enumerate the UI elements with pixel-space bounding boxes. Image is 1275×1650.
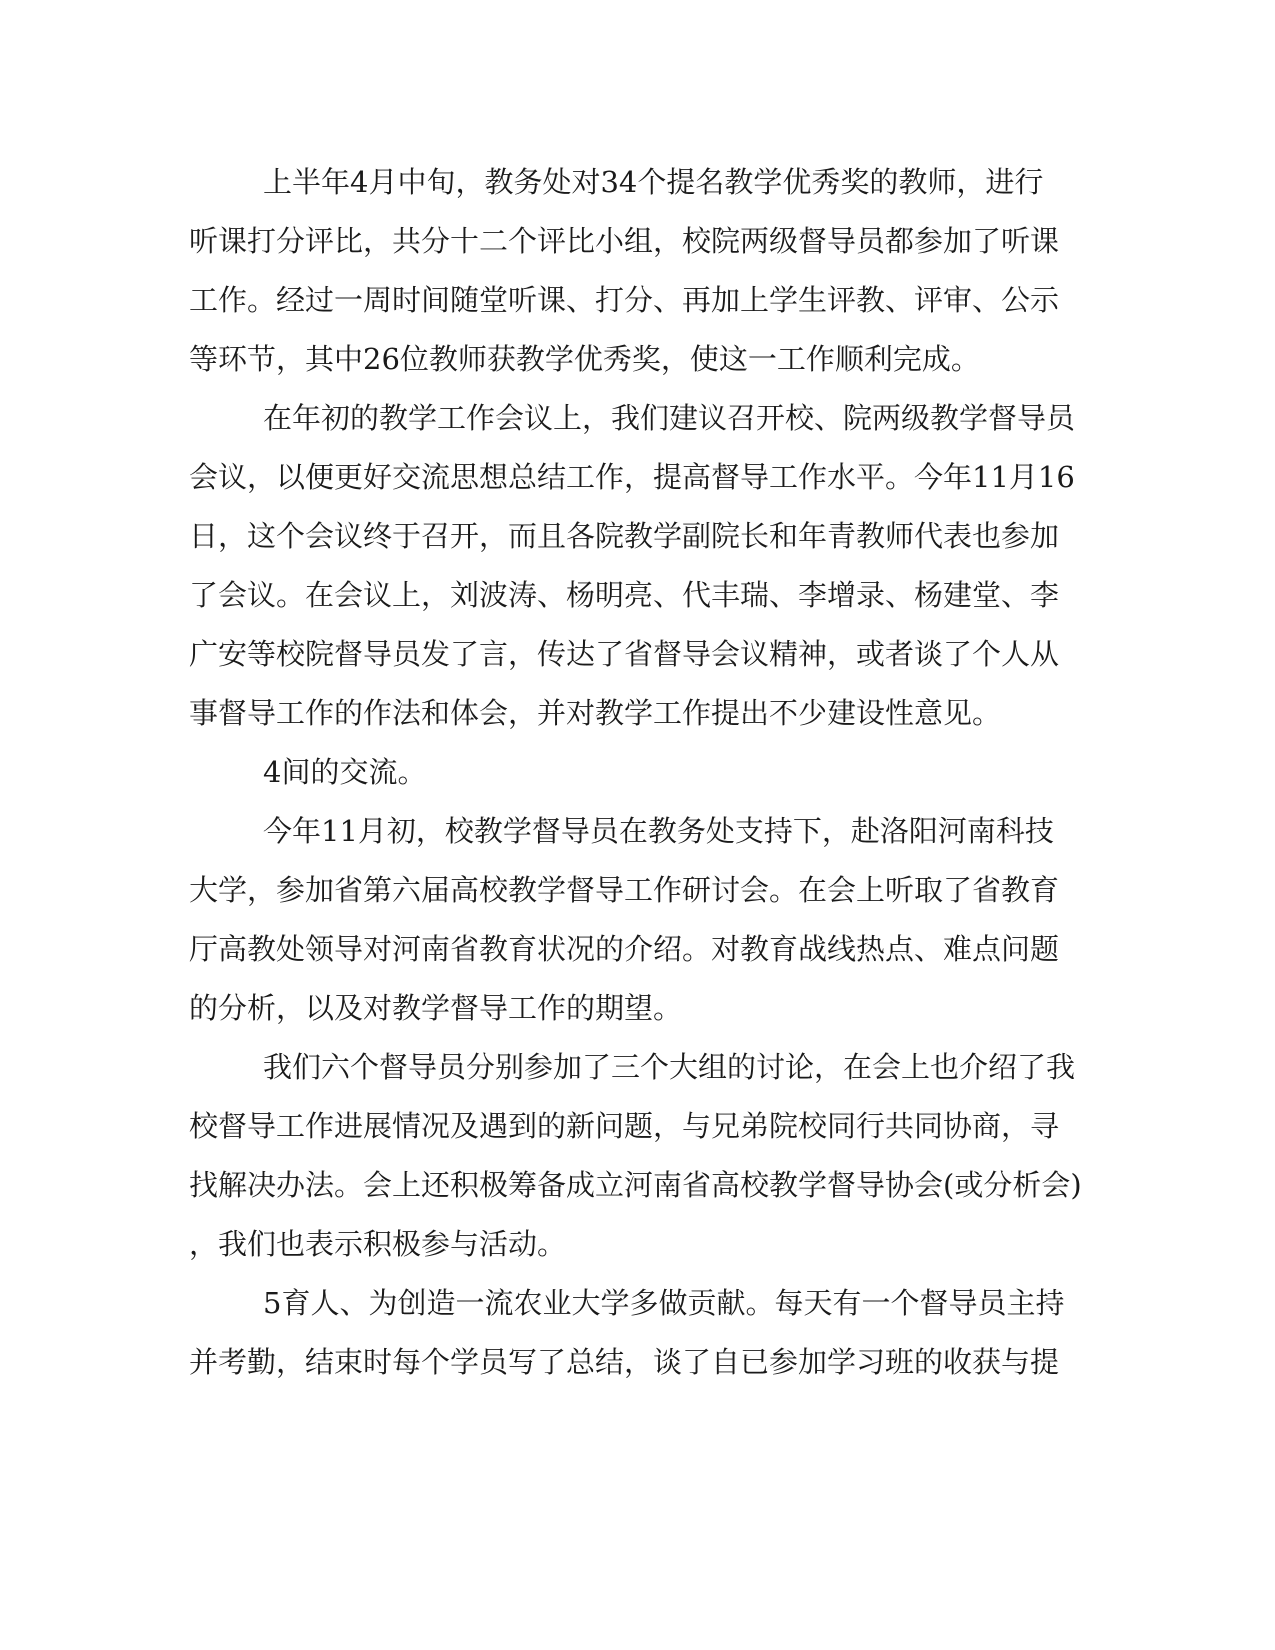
text-line: 今年11月初，校教学督导员在教务处支持下，赴洛阳河南科技 <box>263 814 1054 848</box>
text-line: 校督导工作进展情况及遇到的新问题，与兄弟院校同行共同协商，寻 <box>189 1109 1060 1143</box>
text-line: 我们六个督导员分别参加了三个大组的讨论，在会上也介绍了我 <box>263 1050 1076 1084</box>
text-line: 4间的交流。 <box>263 755 427 789</box>
text-line: 广安等校院督导员发了言，传达了省督导会议精神，或者谈了个人从 <box>189 637 1060 671</box>
text-line: 5育人、为创造一流农业大学多做贡献。每天有一个督导员主持 <box>263 1286 1065 1320</box>
text-line: 并考勤，结束时每个学员写了总结，谈了自已参加学习班的收获与提 <box>189 1345 1060 1379</box>
text-line: 听课打分评比，共分十二个评比小组，校院两级督导员都参加了听课 <box>189 224 1060 258</box>
text-line: 大学，参加省第六届高校教学督导工作研讨会。在会上听取了省教育 <box>189 873 1060 907</box>
text-line: 工作。经过一周时间随堂听课、打分、再加上学生评教、评审、公示 <box>189 283 1060 317</box>
text-line: 在年初的教学工作会议上，我们建议召开校、院两级教学督导员 <box>263 401 1076 435</box>
text-line: 找解决办法。会上还积极筹备成立河南省高校教学督导协会(或分析会) <box>189 1168 1082 1202</box>
text-line: 上半年4月中旬，教务处对34个提名教学优秀奖的教师，进行 <box>263 165 1044 199</box>
text-line: 事督导工作的作法和体会，并对教学工作提出不少建设性意见。 <box>189 696 1002 730</box>
text-line: ，我们也表示积极参与活动。 <box>189 1227 567 1261</box>
text-line: 了会议。在会议上，刘波涛、杨明亮、代丰瑞、李增录、杨建堂、李 <box>189 578 1060 612</box>
text-line: 会议，以便更好交流思想总结工作，提高督导工作水平。今年11月16 <box>189 460 1075 494</box>
text-line: 日，这个会议终于召开，而且各院教学副院长和年青教师代表也参加 <box>189 519 1060 553</box>
text-line: 等环节，其中26位教师获教学优秀奖，使这一工作顺利完成。 <box>189 342 980 376</box>
text-line: 的分析，以及对教学督导工作的期望。 <box>189 991 683 1025</box>
text-line: 厅高教处领导对河南省教育状况的介绍。对教育战线热点、难点问题 <box>189 932 1060 966</box>
